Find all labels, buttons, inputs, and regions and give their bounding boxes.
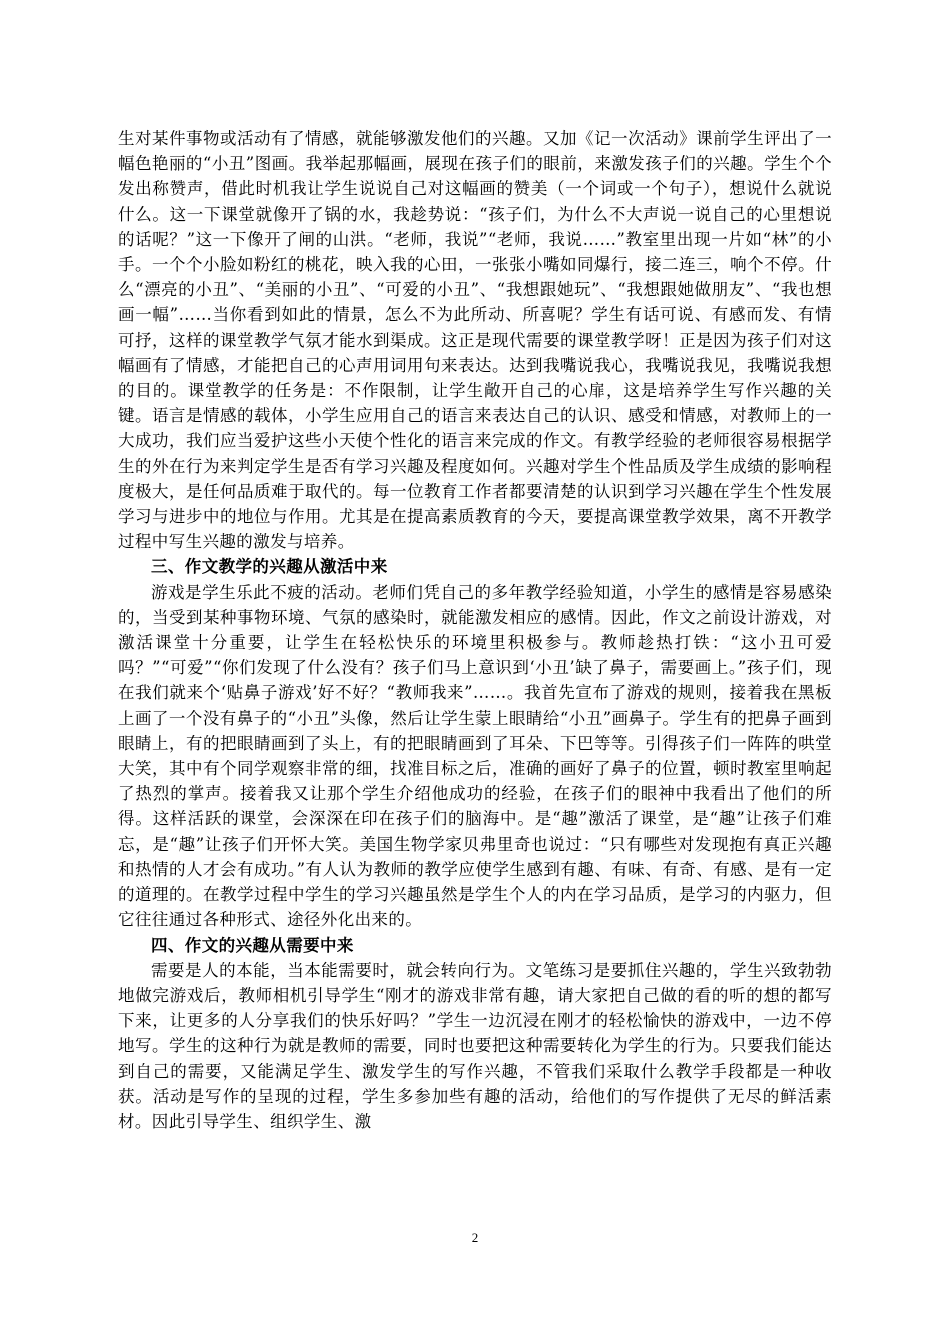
page-number: 2: [471, 1230, 479, 1245]
document-page: [118, 126, 832, 1134]
section-heading: 四、作文的兴趣从需要中来: [151, 935, 354, 955]
body-paragraph: 生对某件事物或活动有了情感，就能够激发他们的兴趣。又加《记一次活动》课前学生评出了一幅色艳丽的“小丑”图画。我举起那幅画，展现在孩子们的眼前，来激发孩子们的兴趣。学生个个发出称赞声，借此时机我让学生说说自己对这幅画的赞美（一个词或一个句子），想说什么就说什么。这一下课堂就像开了锅的水，我趁势说：“孩子们，为什么不大声说一说自己的心里想说的话呢？”这一下像开了闸的山洪。“老师，我说”“老师，我说……”教室里出现一片如“林”的小手。一个个小脸如粉红的桃花，映入我的心田，一张张小嘴如同爆行，接二连三，响个不停。什么“漂亮的小丑”、“美丽的小丑”、“可爱的小丑”、“我想跟她玩”、“我想跟她做朋友”、“我也想画一幅”……当你看到如此的情景，怎么不为此所动、所喜呢？学生有话可说、有感而发、有情可抒，这样的课堂教学气氛才能水到渠成。这正是现代需要的课堂教学呀！正是因为孩子们对这幅画有了情感，才能把自己的心声用词用句来表达。达到我嘴说我心，我嘴说我见，我嘴说我想的目的。课堂教学的任务是：不作限制，让学生敞开自己的心扉，这是培养学生写作兴趣的关键。语言是情感的载体，小学生应用自己的语言来表达自己的认识、感受和情感，对教师上的一大成功，我们应当爱护这些小天使个性化的语言来完成的作文。有教学经验的老师很容易根据学生的外在行为来判定学生是否有学习兴趣及程度如何。兴趣对学生个性品质及学生成绩的影响程度极大，是任何品质难于取代的。每一位教育工作者都要清楚的认识到学习兴趣在学生个性发展学习与进步中的地位与作用。尤其是在提高素质教育的今天，要提高课堂教学效果，离不开教学过程中写生兴趣的激发与培养。: [118, 129, 832, 552]
section-heading: 三、作文教学的兴趣从激活中来: [151, 557, 388, 577]
body-paragraph: 需要是人的本能，当本能需要时，就会转向行为。文笔练习是要抓住兴趣的，学生兴致勃勃地做完游戏后，教师相机引导学生“刚才的游戏非常有趣，请大家把自己做的看的听的想的都写下来，让更多的人分享我们的快乐好吗？”学生一边沉浸在刚才的轻松愉快的游戏中，一边不停地写。学生的这种行为就是教师的需要，同时也要把这种需要转化为学生的行为。只要我们能达到自己的需要，又能满足学生、激发学生的写作兴趣，不管我们采取什么教学手段都是一种收获。活动是写作的呈现的过程，学生多参加些有趣的活动，给他们的写作提供了无尽的鲜活素材。因此引导学生、组织学生、激: [118, 960, 832, 1131]
body-paragraph: 游戏是学生乐此不疲的活动。老师们凭自己的多年教学经验知道，小学生的感情是容易感染的，当受到某种事物环境、气氛的感染时，就能激发相应的感情。因此，作文之前设计游戏，对激活课堂十分重要，让学生在轻松快乐的环境里积极参与。教师趁热打铁：“这小丑可爱吗？”“可爱”“你们发现了什么没有？孩子们马上意识到‘小丑’缺了鼻子，需要画上。”孩子们，现在我们就来个‘贴鼻子游戏’好不好？“教师我来”……。我首先宣布了游戏的规则，接着我在黑板上画了一个没有鼻子的“小丑”头像，然后让学生蒙上眼睛给“小丑”画鼻子。学生有的把鼻子画到眼睛上，有的把眼睛画到了头上，有的把眼睛画到了耳朵、下巴等等。引得孩子们一阵阵的哄堂大笑，其中有个同学观察非常的细，找准目标之后，准确的画好了鼻子的位置，顿时教室里响起了热烈的掌声。接着我又让那个学生介绍他成功的经验，在孩子们的眼神中我看出了他们的所得。这样活跃的课堂，会深深在印在孩子们的脑海中。是“趣”激活了课堂，是“趣”让孩子们难忘，是“趣”让孩子们开怀大笑。美国生物学家贝弗里奇也说过：“只有哪些对发现抱有真正兴趣和热情的人才会有成功。”有人认为教师的教学应使学生感到有趣、有味、有奇、有感、是有一定的道理的。在教学过程中学生的学习兴趣虽然是学生个人的内在学习品质，是学习的内驱力，但它往往通过各种形式、途径外化出来的。: [118, 582, 832, 930]
